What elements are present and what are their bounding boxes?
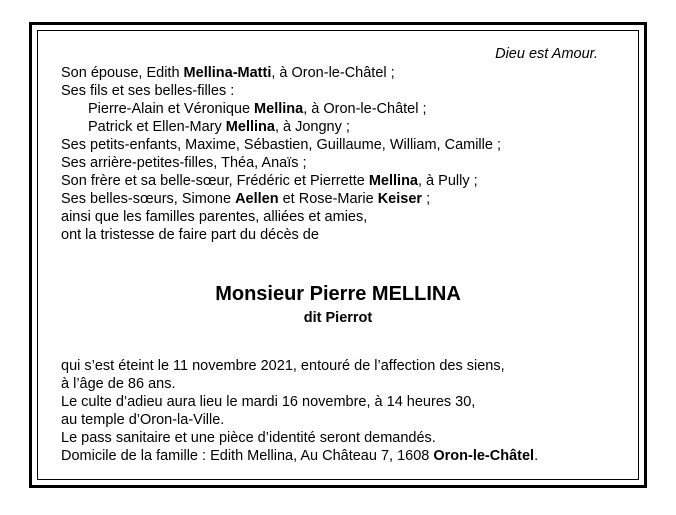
details-line: au temple d’Oron-la-Ville. — [61, 412, 225, 428]
family-line: Pierre-Alain et Véronique Mellina, à Oron-le-Châtel ; — [88, 101, 427, 117]
family-line: Ses petits-enfants, Maxime, Sébastien, Guillaume, William, Camille ; — [61, 137, 501, 153]
family-line: Ses fils et ses belles-filles : — [61, 83, 235, 99]
deceased-nickname: dit Pierrot — [303, 310, 373, 326]
details-line: Le pass sanitaire et une pièce d’identité seront demandés. — [61, 430, 436, 446]
family-line: Son frère et sa belle-sœur, Frédéric et Pierrette Mellina, à Pully ; — [61, 173, 478, 189]
family-line: Son épouse, Edith Mellina-Matti, à Oron-le-Châtel ; — [61, 65, 395, 81]
family-line: Ses belles-sœurs, Simone Aellen et Rose-Marie Keiser ; — [61, 191, 431, 207]
details-line: Domicile de la famille : Edith Mellina, Au Château 7, 1608 Oron-le-Châtel. — [61, 448, 539, 464]
details-line: qui s’est éteint le 11 novembre 2021, entouré de l’affection des siens, — [61, 358, 505, 374]
deceased-name: Monsieur Pierre MELLINA — [215, 283, 461, 305]
details-line: à l’âge de 86 ans. — [61, 376, 176, 392]
details-line: Le culte d’adieu aura lieu le mardi 16 novembre, à 14 heures 30, — [61, 394, 476, 410]
family-line: Patrick et Ellen-Mary Mellina, à Jongny ; — [88, 119, 350, 135]
family-line: Ses arrière-petites-filles, Théa, Anaïs ; — [61, 155, 307, 171]
family-line: ainsi que les familles parentes, alliées et amies, — [61, 209, 368, 225]
motto: Dieu est Amour. — [495, 46, 598, 62]
family-line: ont la tristesse de faire part du décès de — [61, 227, 319, 243]
